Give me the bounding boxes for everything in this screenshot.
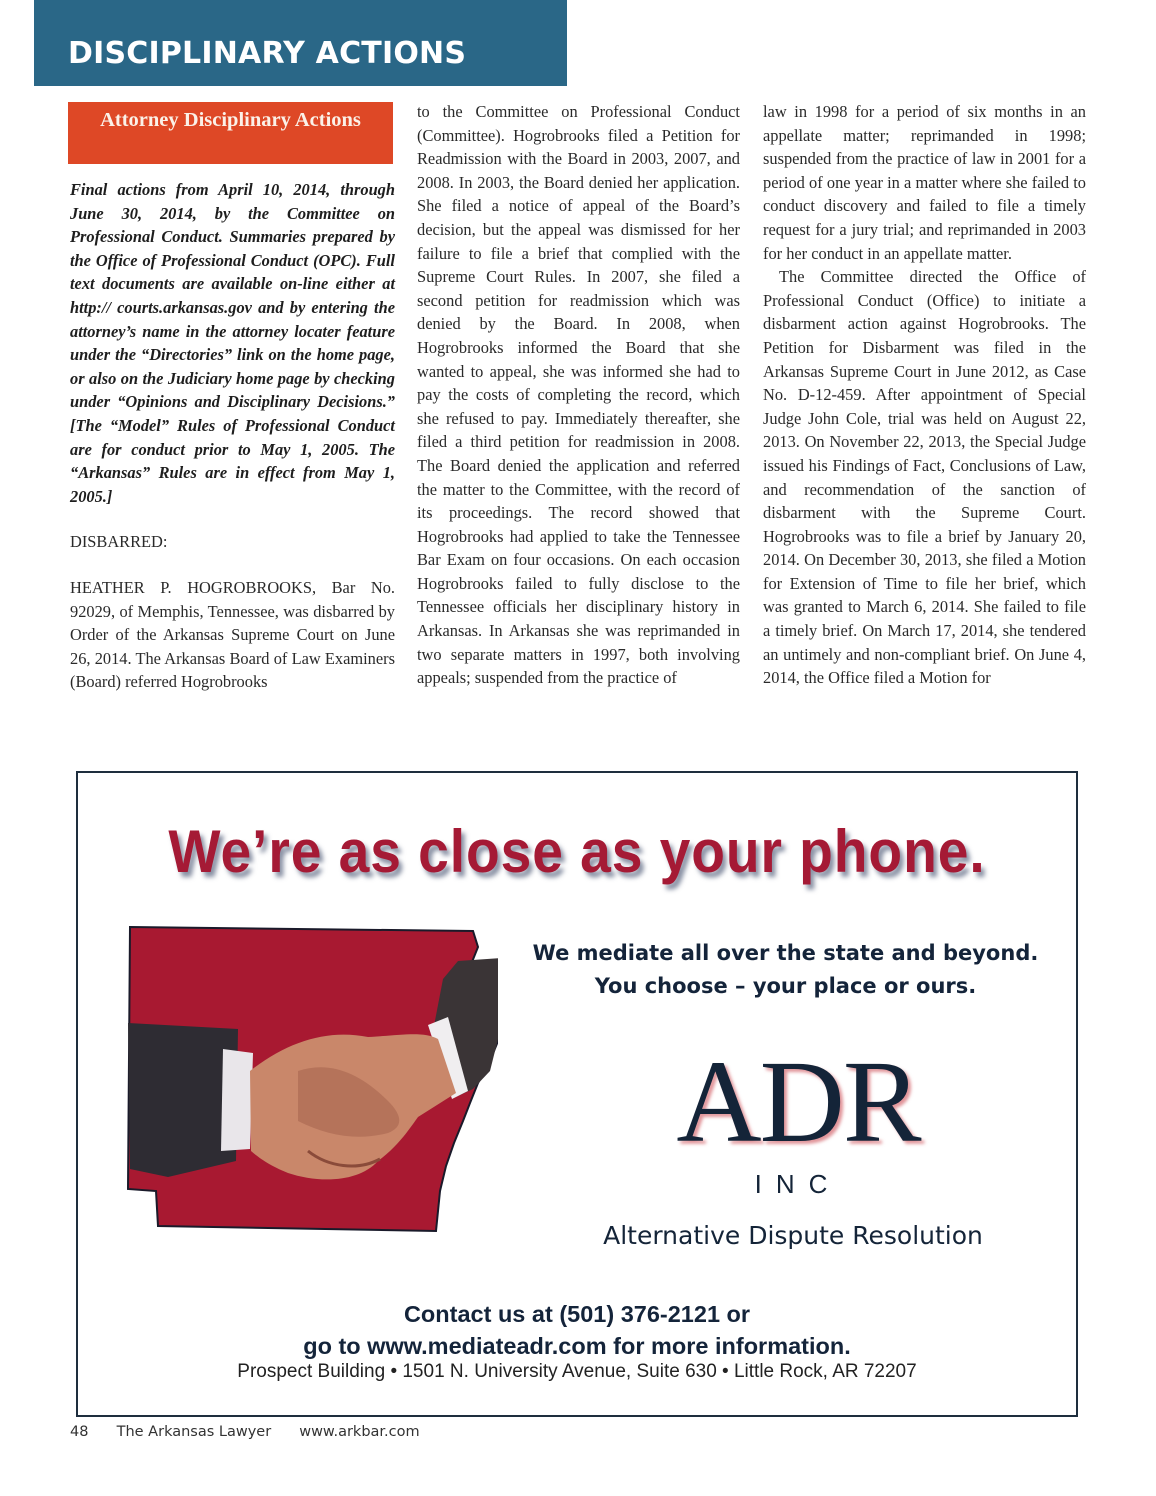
ad-headline: We’re as close as your phone. [168, 818, 986, 885]
tagline-line-1: We mediate all over the state and beyond. [532, 941, 1039, 965]
entry-paragraph-continued: law in 1998 for a period of six months in an appellate matter; reprimanded in 1998; suspended from the practice of law in 2001 for a period of one year in a matter where she failed to conduct discovery and failed to file a timely request for a jury trial; and reprimanded in 2003 for her conduct in an appellate matter. [763, 102, 1086, 263]
contact-website: go to www.mediateadr.com for more information. [303, 1333, 851, 1359]
ad-tagline [528, 937, 1043, 1003]
entry-paragraph: The Committee directed the Office of Professional Conduct (Office) to initiate a disbarment action against Hogrobrooks. The Petition for Disbarment was filed in the Arkansas Supreme Court in June 2012, as Case No. D-12-459. After appointment of Special Judge John Cole, trial was held on August 22, 2013. On November 22, 2013, the Special Judge issued his Findings of Fact, Conclusions of Law, and recommendation of the sanction of disbarment with the Supreme Court. Hogrobrooks was to file a brief by January 20, 2014. On December 30, 2013, she filed a Motion for Extension of Time to file her brief, which was granted to March 6, 2014. She failed to file a timely brief. On March 17, 2014, she tendered an untimely and non-compliant brief. On June 4, 2014, the Office filed a Motion for [763, 267, 1086, 688]
contact-phone: Contact us at (501) 376-2121 or [403, 1301, 751, 1327]
publication-name: The Arkansas Lawyer [116, 1424, 272, 1440]
footer-website: www.arkbar.com [299, 1424, 420, 1440]
column-3 [763, 100, 1086, 690]
arkansas-map-handshake-icon [118, 921, 498, 1241]
adr-logo: ADR [676, 1036, 920, 1167]
adr-logo-subtitle: Alternative Dispute Resolution [603, 1221, 983, 1250]
section-title: Attorney Disciplinary Actions [100, 109, 361, 131]
column-2 [417, 100, 740, 690]
category-label: DISBARRED: [70, 532, 168, 552]
page-number: 48 [70, 1424, 89, 1440]
ad-address: Prospect Building • 1501 N. University Avenue, Suite 630 • Little Rock, AR 72207 [237, 1361, 917, 1382]
advertisement [76, 771, 1078, 1417]
adr-logo-inc: INC [754, 1169, 842, 1199]
column-1 [70, 178, 395, 694]
page-title: DISCIPLINARY ACTIONS [68, 36, 467, 71]
ad-contact [78, 1298, 1076, 1362]
entry-paragraph: HEATHER P. HOGROBROOKS, Bar No. 92029, of Memphis, Tennessee, was disbarred by Order of the Arkansas Supreme Court on June 26, 2014. The Arkansas Board of Law Examiners (Board) referred Hogrobrooks [70, 577, 395, 692]
page-footer [70, 1424, 420, 1440]
entry-paragraph-continued: to the Committee on Professional Conduct (Committee). Hogrobrooks filed a Petition for Readmission with the Board in 2003, 2007, and 2008. In 2003, the Board denied her application. She filed a notice of appeal of the Board’s decision, but the appeal was dismissed for her failure to file a brief that complied with the Supreme Court Rules. In 2007, she filed a second petition for readmission which was denied by the Board. In 2008, when Hogrobrooks informed the Board that she wanted to appeal, she was informed she had to pay the costs of completing the record, which she refused to pay. Immediately thereafter, she filed a third petition for readmission in 2008. The Board denied the application and referred the matter to the Committee, with the record of its proceedings. The record showed that Hogrobrooks had applied to take the Tennessee Bar Exam on four occasions. On each occasion Hogrobrooks failed to fully disclose to the Tennessee officials her disciplinary history in Arkansas. In Arkansas she was reprimanded in two separate matters in 1997, both involving appeals; suspended from the practice of [417, 102, 740, 688]
intro-paragraph: Final actions from April 10, 2014, through June 30, 2014, by the Committee on Professional Conduct. Summaries prepared by the Office of Professional Conduct (OPC). Full text documents are available on-line either at http:// courts.arkansas.gov and by entering the attorney’s name in the attorney locater feature under the “Directories” link on the home page, or also on the Judiciary home page by checking under “Opinions and Disciplinary Decisions.” [The “Model” Rules of Professional Conduct are for conduct prior to May 1, 2005. The “Arkansas” Rules are in effect from May 1, 2005.] [70, 180, 395, 506]
section-title-box [68, 102, 393, 164]
tagline-line-2: You choose – your place or ours. [594, 974, 977, 998]
